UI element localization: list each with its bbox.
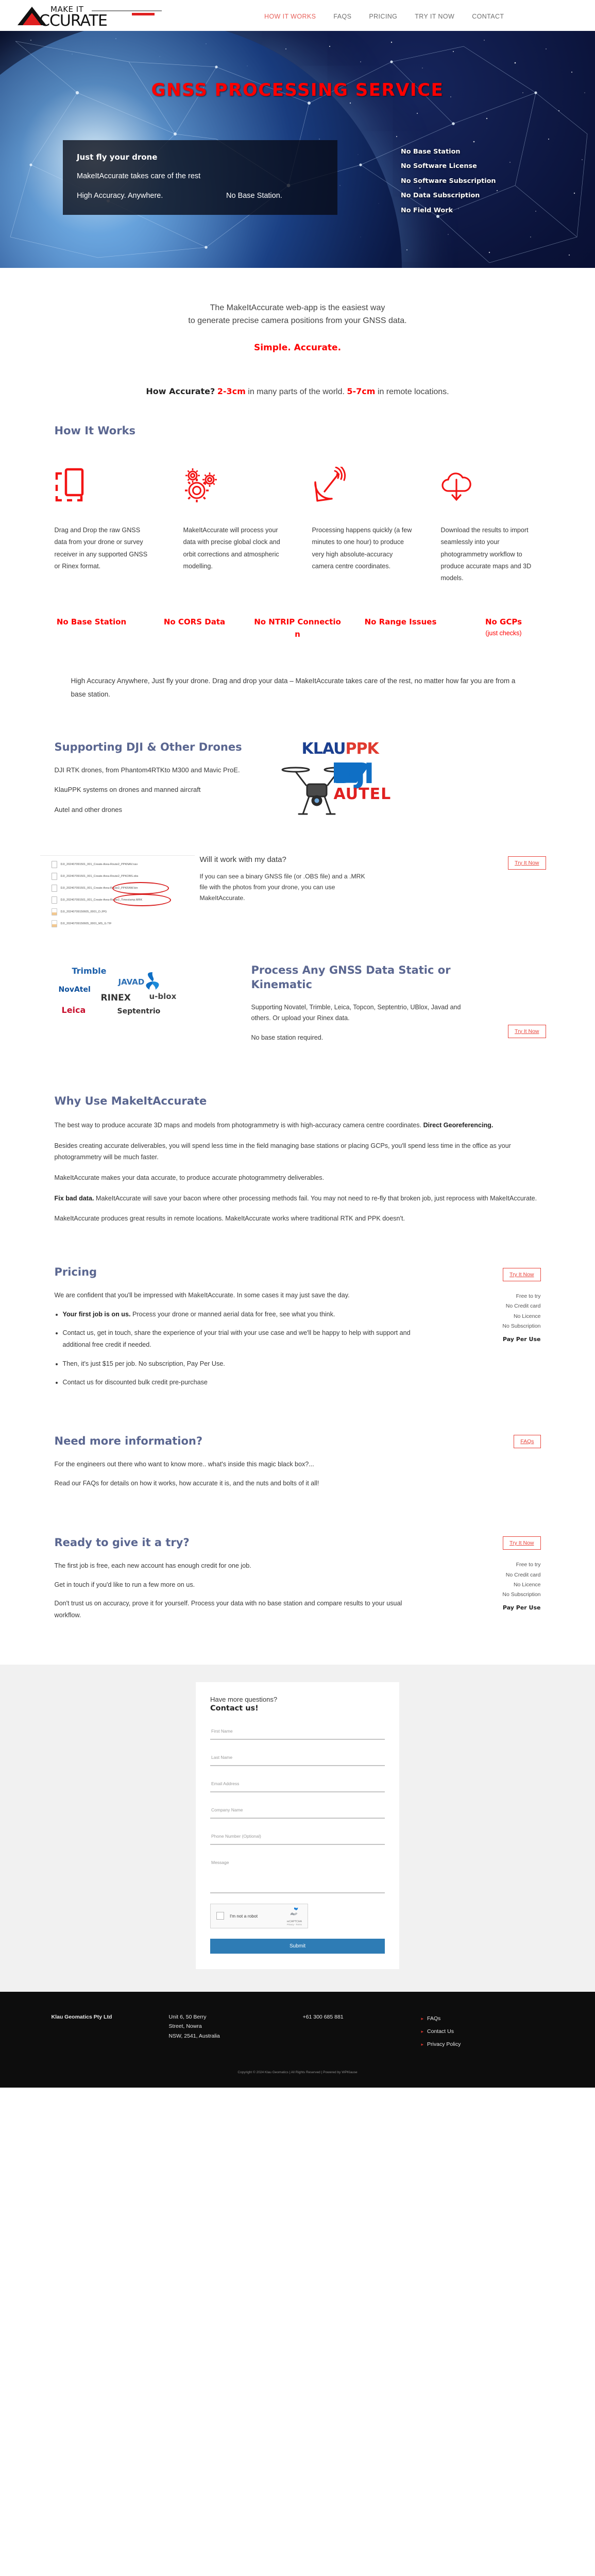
need-more-info-sidebar	[415, 1435, 541, 1496]
accuracy-far-value: 5-7cm	[347, 386, 376, 396]
supported-drones-title: Supporting DJI & Other Drones	[54, 740, 242, 753]
file-explorer-screenshot	[40, 855, 195, 932]
contact-section	[0, 1665, 595, 1992]
satellite-dish-icon	[312, 462, 412, 509]
pricing-bullet-text: Contact us, get in touch, share the experience of your trial with your use case and we'll be happy to help with support and additional free credit if needed.	[62, 1329, 411, 1348]
gnss-try-button-container	[463, 963, 555, 1038]
hero-benefit-item: No Software Subscription	[401, 177, 496, 185]
drag-drop-icon	[55, 462, 155, 509]
hero-banner	[0, 31, 595, 268]
gnss-support-text	[246, 963, 463, 1052]
footer-link-contact[interactable]	[421, 2025, 555, 2038]
ublox-mark-icon	[142, 971, 163, 992]
hero-claim-nobase: No Base Station.	[226, 192, 282, 200]
hero-benefit-item: No Base Station	[401, 148, 461, 156]
footer-company	[40, 2012, 169, 2022]
chevron-right-icon: ▸	[421, 2028, 424, 2034]
why-use-p1-bold: Direct Georeferencing.	[423, 1121, 494, 1129]
ready-to-try-section	[40, 1536, 555, 1629]
chevron-right-icon: ▸	[421, 2015, 424, 2021]
why-use-section	[40, 1095, 555, 1225]
last-name-field[interactable]	[210, 1750, 385, 1766]
no-requirement-subtitle: (just checks)	[485, 629, 522, 637]
file-item	[52, 908, 195, 916]
how-it-works-step-text: Drag and Drop the raw GNSS data from your drone or survey receiver in any supported GNSS or Rinex format.	[54, 526, 148, 570]
email-field[interactable]	[210, 1776, 385, 1792]
pricing-bullet	[63, 1327, 415, 1350]
no-requirement-item	[143, 616, 246, 640]
accuracy-label: How Accurate?	[146, 386, 215, 396]
brand-logo-javad: JAVAD	[118, 977, 145, 987]
footer-link-label: FAQs	[427, 2015, 441, 2022]
ready-feature: No Licence	[513, 1582, 541, 1588]
try-it-now-button[interactable]: Try It Now	[508, 856, 546, 870]
footer-address-line-2: Street, Nowra	[168, 2023, 202, 2030]
file-name: DJI_202407091501_001_Create-Area-Route2_PPKOBS.obs	[60, 874, 139, 878]
message-field[interactable]	[210, 1855, 385, 1893]
footer-company-name: Klau Geomatics Pty Ltd	[51, 2013, 112, 2020]
hero-subheadline: MakeItAccurate takes care of the rest	[77, 172, 201, 180]
accuracy-statement	[0, 368, 595, 402]
why-use-p2: Besides creating accurate deliverables, you will spend less time in the field managing base stations or placing GCPs, you'll spend less time in the office as your photogrammetry will be much faster.	[54, 1142, 511, 1161]
ready-pricing-model-label: Pay Per Use	[502, 1604, 541, 1611]
dji-logo: DJI	[333, 757, 373, 790]
contact-subheading: Contact us!	[210, 1704, 259, 1713]
intro-line-2: to generate precise camera positions from your GNSS data.	[188, 316, 407, 325]
nav-item-pricing[interactable]: PRICING	[369, 13, 398, 20]
accuracy-near-value: 2-3cm	[217, 386, 246, 396]
need-more-info-title: Need more information?	[54, 1434, 203, 1447]
intro-tagline: Simple. Accurate.	[253, 342, 342, 353]
file-item	[52, 896, 195, 904]
pricing-bullet	[63, 1377, 415, 1388]
pricing-intro: We are confident that you'll be impressed with MakeItAccurate. In some cases it may just save the day.	[54, 1291, 350, 1299]
image-file-icon	[52, 920, 57, 927]
accuracy-near-text: in many parts of the world.	[248, 387, 345, 396]
site-header	[0, 0, 595, 31]
gnss-support-p1: Supporting Novatel, Trimble, Leica, Topcon, Septentrio, UBlox, Javad and others. Or upload your Rinex data.	[251, 1004, 461, 1022]
chevron-right-icon: ▸	[421, 2041, 424, 2047]
contact-form-card	[196, 1682, 399, 1969]
supported-drones-section	[40, 740, 555, 838]
ready-to-try-p1: The first job is free, each new account has enough credit for one job.	[54, 1562, 251, 1570]
no-requirement-item	[452, 616, 555, 640]
submit-button[interactable]: Submit	[210, 1939, 385, 1954]
pricing-bullet-text: Then, it's just $15 per job. No subscription, Pay Per Use.	[62, 1360, 225, 1367]
svg-text:CCURATE: CCURATE	[39, 12, 107, 27]
will-it-work-heading: Will it work with my data?	[199, 855, 286, 864]
why-use-p4-text: MakeItAccurate will save your bacon where other processing methods fail. You may not need to re-fly that broken job, just reprocess with MakeItAccurate.	[94, 1194, 537, 1202]
no-requirement-title: No GCPs	[485, 617, 522, 627]
no-requirement-title: No CORS Data	[163, 617, 226, 627]
pricing-bullet	[63, 1358, 415, 1370]
pricing-bullet	[63, 1309, 415, 1320]
footer-phone-number[interactable]: +61 300 685 881	[302, 2013, 344, 2020]
makeitaccurate-logo-icon	[14, 3, 164, 27]
file-item	[52, 873, 195, 880]
footer-columns	[40, 2012, 555, 2052]
how-it-works-columns	[40, 462, 555, 584]
why-use-p4	[55, 1193, 541, 1205]
ready-to-try-title: Ready to give it a try?	[54, 1536, 190, 1549]
file-name: DJI_202407091501_001_Create-Area-Route2_PPKNAV.nav	[60, 862, 138, 866]
no-requirement-title: No NTRIP Connectio n	[254, 617, 341, 639]
footer-link-privacy[interactable]	[421, 2038, 555, 2051]
file-item	[52, 885, 195, 892]
gnss-support-title: Process Any GNSS Data Static or Kinematic	[251, 963, 451, 991]
gnss-support-p2: No base station required.	[251, 1033, 324, 1041]
supported-drones-p2: KlauPPK systems on drones and manned aircraft	[54, 786, 201, 794]
pricing-sidebar	[415, 1266, 541, 1396]
intro-section	[0, 268, 595, 368]
pricing-model-label: Pay Per Use	[502, 1335, 541, 1343]
pricing-bullet-bold: Your first job is on us.	[62, 1310, 131, 1318]
ready-to-try-p3: Don't trust us on accuracy, prove it for yourself. Process your data with no base station and compare results to your usual workflow.	[54, 1600, 402, 1619]
pricing-feature-list	[415, 1292, 541, 1332]
pricing-feature: Free to try	[516, 1293, 541, 1299]
brand-logo-ublox: u-blox	[149, 991, 177, 1001]
how-it-works-title: How It Works	[54, 424, 136, 437]
hero-claims	[77, 192, 324, 200]
pricing-feature: No Licence	[513, 1313, 541, 1319]
need-more-info-p1: For the engineers out there who want to know more.. what's inside this magic black box?...	[54, 1460, 314, 1468]
brand-logo-rinex: RINEX	[100, 992, 131, 1003]
recaptcha-checkbox[interactable]	[216, 1912, 224, 1920]
nav-item-how-it-works[interactable]: HOW IT WORKS	[264, 13, 316, 20]
file-name: DJI_202407091501_001_Create-Area-Route2_Timestamp.MRK	[60, 898, 143, 902]
document-file-icon	[52, 873, 57, 880]
brand-logo-leica: Leica	[61, 1005, 86, 1015]
accuracy-far-text: in remote locations.	[377, 387, 449, 396]
file-name: DJI_202407091501_001_Create-Area-Route2_PPKRAW.bin	[60, 886, 138, 890]
ready-feature: No Credit card	[505, 1571, 541, 1578]
brand-logo-trimble: Trimble	[72, 965, 107, 976]
file-name: DJI_20240709150605_0001_D.JPG	[60, 910, 107, 913]
hero-benefit-list	[401, 148, 571, 222]
file-name: DJI_20240709150605_0001_MS_G.TIF	[60, 922, 112, 925]
how-it-works-step	[298, 462, 427, 584]
brand-logo-septentrio: Septentrio	[117, 1007, 161, 1015]
first-name-placeholder: First Name	[211, 1728, 233, 1734]
how-it-works-step	[169, 462, 298, 584]
recaptcha-legal-links[interactable]: Privacy - Terms	[286, 1923, 302, 1926]
image-file-icon	[52, 908, 57, 916]
ready-to-try-content	[55, 1536, 415, 1629]
footer-links	[421, 2012, 555, 2052]
email-placeholder: Email Address	[211, 1781, 240, 1786]
pricing-bullets	[63, 1309, 415, 1388]
ready-to-try-sidebar	[415, 1536, 541, 1629]
supported-drones-p1: DJI RTK drones, from Phantom4RTKto M300 and Mavic ProE.	[54, 766, 240, 774]
no-requirement-title: No Base Station	[56, 617, 127, 627]
why-use-p4-bold: Fix bad data.	[54, 1194, 94, 1202]
recaptcha-label: I'm not a robot	[230, 1913, 258, 1919]
why-use-title: Why Use MakeItAccurate	[54, 1094, 207, 1107]
supported-drones-p3: Autel and other drones	[54, 805, 123, 814]
pricing-bullet-text: Process your drone or manned aerial data for free, see what you think.	[130, 1310, 335, 1318]
first-name-field[interactable]	[210, 1724, 385, 1740]
footer-link-label: Privacy Policy	[427, 2041, 461, 2048]
cloud-download-icon	[441, 462, 541, 509]
no-requirement-item	[246, 616, 349, 640]
ready-to-try-p2: Get in touch if you'd like to run a few more on us.	[54, 1581, 195, 1588]
file-item	[52, 861, 195, 868]
need-more-info-section	[40, 1435, 555, 1496]
hero-benefit-item: No Data Subscription	[401, 192, 480, 200]
hero-benefit-item: No Software License	[401, 162, 477, 171]
try-it-now-button[interactable]: Try It Now	[503, 1536, 540, 1550]
pricing-bullet-text: Contact us for discounted bulk credit pre-purchase	[62, 1379, 208, 1386]
footer-address	[169, 2012, 303, 2041]
nav-item-contact[interactable]: CONTACT	[472, 13, 504, 20]
why-use-p3: MakeItAccurate makes your data accurate, to produce accurate photogrammetry deliverables.	[54, 1174, 325, 1181]
how-it-works-section	[40, 402, 555, 584]
why-use-p1-text: The best way to produce accurate 3D maps and models from photogrammetry is with high-accuracy camera centre coordinates.	[54, 1121, 423, 1129]
ready-feature-list	[415, 1560, 541, 1600]
contact-heading: Have more questions?	[210, 1695, 278, 1703]
how-it-works-step-text: Processing happens quickly (a few minutes to one hour) to produce very high absolute-accuracy camera centre coordinates.	[312, 526, 412, 570]
will-it-work-body: If you can see a binary GNSS file (or .OBS file) and a .MRK file with the photos from your drone, you can use MakeItAccurate.	[199, 872, 365, 902]
main-nav	[264, 11, 504, 20]
phone-number-placeholder: Phone Number (Optional)	[211, 1833, 261, 1839]
how-it-works-step-text: Download the results to import seamlessly into your photogrammetry workflow to produce accurate maps and 3D models.	[440, 526, 532, 582]
gnss-brand-logos	[40, 963, 246, 1035]
gnss-support-section	[40, 963, 555, 1052]
autel-logo: AUTEL	[333, 785, 392, 803]
phone-number-field[interactable]	[210, 1829, 385, 1845]
footer-copyright: Copyright © 2024 Klau Geomatics | All Rights Reserved | Powered by WPKlause	[237, 2071, 358, 2075]
recaptcha-widget[interactable]	[210, 1904, 308, 1928]
klauppk-logo: KLAUPPK	[301, 739, 379, 758]
no-requirement-title: No Range Issues	[364, 617, 437, 627]
file-item	[52, 920, 195, 927]
pricing-feature: No Subscription	[502, 1323, 541, 1330]
intro-line-1: The MakeItAccurate web-app is the easiest way	[210, 303, 385, 312]
try-it-now-button[interactable]: Try It Now	[503, 1268, 540, 1281]
nav-item-faqs[interactable]: FAQS	[333, 13, 352, 20]
hero-message-card	[63, 140, 337, 215]
recaptcha-brand-text: reCAPTCHA	[286, 1920, 302, 1923]
footer-link-faqs[interactable]	[421, 2012, 555, 2025]
no-requirement-item	[349, 616, 452, 640]
company-name-placeholder: Company Name	[211, 1807, 243, 1812]
hero-title: GNSS PROCESSING SERVICE	[151, 80, 444, 100]
site-footer	[0, 1992, 595, 2088]
message-placeholder: Message	[211, 1859, 229, 1865]
footer-phone	[303, 2012, 421, 2022]
svg-text:MAKE IT: MAKE IT	[50, 5, 84, 14]
footer-link-label: Contact Us	[427, 2028, 454, 2035]
hero-headline: Just fly your drone	[77, 152, 158, 162]
hero-claim-accuracy: High Accuracy. Anywhere.	[77, 192, 163, 200]
how-it-works-step	[40, 462, 169, 584]
why-use-p1	[55, 1120, 541, 1131]
need-more-info-p2: Read our FAQs for details on how it works, how accurate it is, and the nuts and bolts of it all!	[54, 1479, 319, 1487]
pricing-feature: No Credit card	[505, 1303, 541, 1310]
pricing-content	[55, 1266, 415, 1396]
try-it-now-button[interactable]: Try It Now	[508, 1025, 546, 1038]
accuracy-tagline: High Accuracy Anywhere, Just fly your drone. Drag and drop your data – MakeItAccurate takes care of the rest, no matter how far you are from a base station.	[71, 676, 516, 699]
ready-feature: No Subscription	[502, 1591, 541, 1598]
pricing-section	[40, 1266, 555, 1396]
supported-drones-text	[40, 740, 257, 838]
will-it-work-block	[195, 855, 370, 904]
recaptcha-icon	[289, 1906, 299, 1917]
no-requirements-row	[40, 616, 555, 640]
no-requirement-item	[40, 616, 143, 640]
brand-logo-novatel: NovAtel	[58, 985, 91, 994]
document-file-icon	[52, 896, 57, 904]
need-more-info-content	[55, 1435, 415, 1496]
binary-file-icon	[52, 885, 57, 892]
last-name-placeholder: Last Name	[211, 1754, 233, 1760]
why-use-p5: MakeItAccurate produces great results in remote locations. MakeItAccurate works where traditional RTK and PPK doesn't.	[54, 1215, 405, 1223]
how-it-works-step-text: MakeItAccurate will process your data with precise global clock and orbit corrections and atmospheric modelling.	[183, 526, 280, 570]
data-compatibility-section	[40, 855, 555, 932]
drone-brand-logos	[257, 740, 555, 838]
try-button-container	[370, 855, 555, 870]
footer-address-line-1: Unit 6, 50 Berry	[168, 2013, 207, 2020]
faqs-button[interactable]: FAQs	[514, 1435, 540, 1448]
ready-feature: Free to try	[516, 1562, 541, 1568]
recaptcha-branding	[287, 1906, 302, 1926]
brand-logo[interactable]	[14, 4, 169, 27]
nav-item-try-it-now[interactable]: TRY IT NOW	[415, 13, 455, 20]
company-name-field[interactable]	[210, 1803, 385, 1819]
gears-icon	[183, 462, 283, 509]
hero-benefit-item: No Field Work	[401, 206, 453, 214]
how-it-works-step	[427, 462, 555, 584]
document-file-icon	[52, 861, 57, 868]
footer-address-line-3: NSW, 2541, Australia	[168, 2032, 220, 2039]
pricing-title: Pricing	[54, 1265, 97, 1278]
